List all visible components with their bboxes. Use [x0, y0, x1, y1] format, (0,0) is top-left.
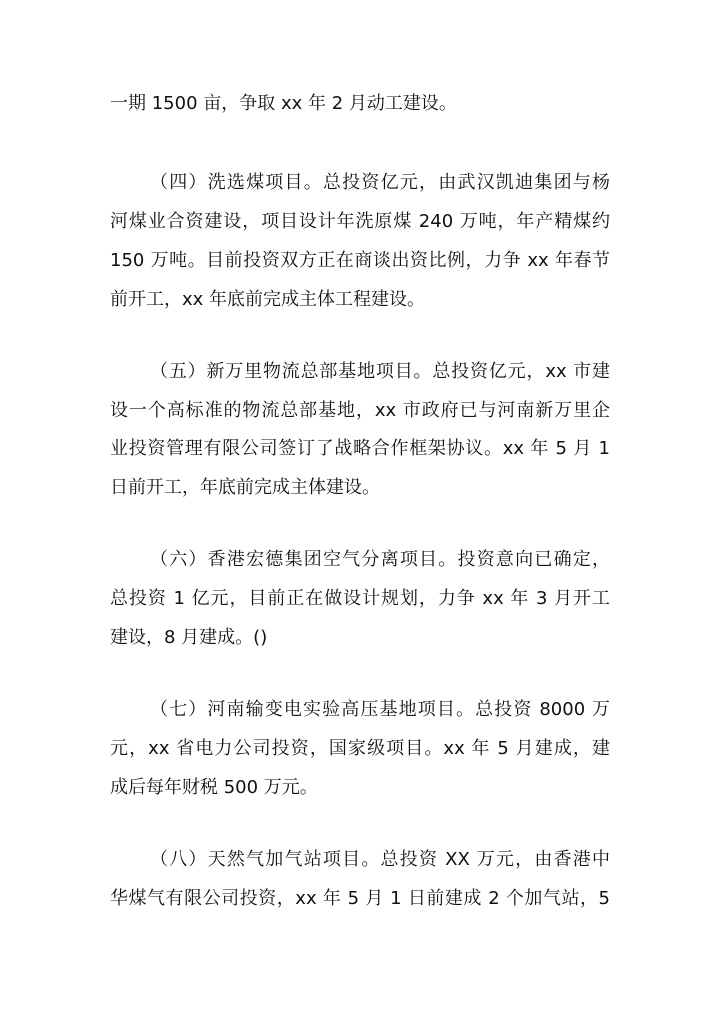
paragraph-5-line-3: 业投资管理有限公司签订了战略合作框架协议。xx 年 5 月 1 — [110, 438, 610, 459]
paragraph-4-line-4: 前开工，xx 年底前完成主体工程建设。 — [110, 289, 426, 310]
paragraph-4-line-2: 河煤业合资建设，项目设计年洗原煤 240 万吨，年产精煤约 — [110, 211, 610, 232]
paragraph-6-line-3: 建设，8 月建成。() — [110, 627, 268, 648]
paragraph-8-line-2: 华煤气有限公司投资，xx 年 5 月 1 日前建成 2 个加气站，5 — [110, 888, 610, 909]
paragraph-6-line-2: 总投资 1 亿元，目前正在做设计规划，力争 xx 年 3 月开工 — [110, 588, 610, 609]
paragraph-8-line-1: （八）天然气加气站项目。总投资 XX 万元，由香港中 — [150, 849, 610, 870]
paragraph-5-line-1: （五）新万里物流总部基地项目。总投资亿元，xx 市建 — [150, 361, 610, 382]
paragraph-tail-line-1: 一期 1500 亩，争取 xx 年 2 月动工建设。 — [110, 93, 457, 114]
paragraph-4-line-1: （四）洗选煤项目。总投资亿元，由武汉凯迪集团与杨 — [150, 172, 610, 193]
paragraph-5-line-4: 日前开工，年底前完成主体建设。 — [110, 477, 380, 498]
paragraph-7-line-1: （七）河南输变电实验高压基地项目。总投资 8000 万 — [150, 699, 610, 720]
paragraph-7-line-2: 元，xx 省电力公司投资，国家级项目。xx 年 5 月建成，建 — [110, 738, 610, 759]
paragraph-7-line-3: 成后每年财税 500 万元。 — [110, 777, 318, 798]
paragraph-5-line-2: 设一个高标准的物流总部基地，xx 市政府已与河南新万里企 — [110, 400, 610, 421]
paragraph-4-line-3: 150 万吨。目前投资双方正在商谈出资比例，力争 xx 年春节 — [110, 250, 610, 271]
paragraph-6-line-1: （六）香港宏德集团空气分离项目。投资意向已确定， — [150, 549, 610, 570]
